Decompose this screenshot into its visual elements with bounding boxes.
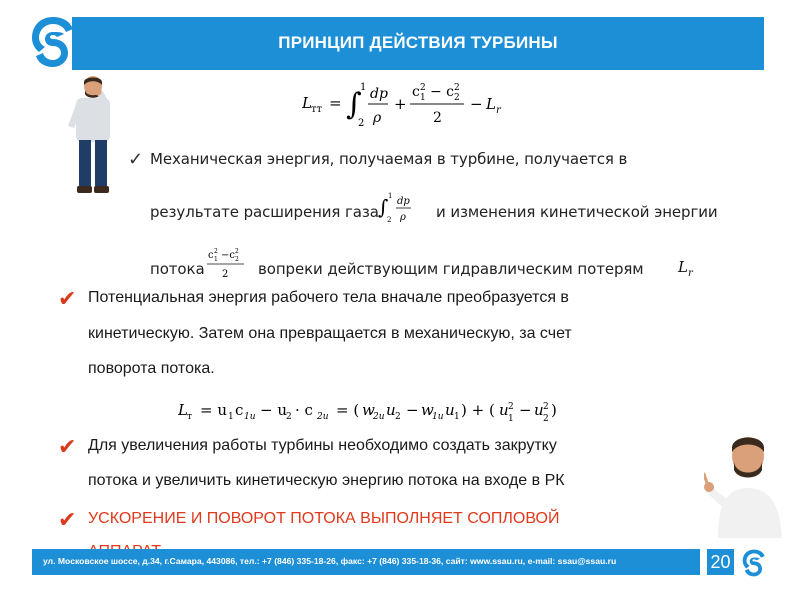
svg-text:− u: − u (260, 401, 287, 419)
bullet-2-line-3: поворота потока. (88, 360, 215, 377)
svg-text:u: u (386, 401, 396, 419)
svg-text:= (: = ( (336, 401, 360, 419)
bullet-4-line-1: УСКОРЕНИЕ И ПОВОРОТ ПОТОКА ВЫПОЛНЯЕТ СОПЛОВОЙ (88, 510, 560, 527)
svg-text:2: 2 (420, 83, 426, 93)
footer-bar (32, 549, 700, 575)
turbine-work-formula (302, 74, 542, 138)
svg-text:L: L (302, 94, 312, 112)
svg-text:= u: = u (200, 401, 227, 419)
check-mark-icon: ✔ (58, 434, 77, 459)
thinking-man-pointing-image (704, 430, 786, 538)
footer-address: ул. Московское шоссе, д.34, г.Самара, 443086, тел.: +7 (846) 335-18-26, факс: +7 (846) 335-18-36, сайт: www.ssau.ru, e-mail: ssau@ssau.ru (43, 556, 617, 566)
svg-text:− c: − c (430, 84, 455, 100)
svg-text:1u: 1u (432, 412, 444, 422)
svg-text:dp: dp (397, 196, 410, 207)
svg-text:c: c (235, 401, 244, 419)
svg-text:2: 2 (454, 83, 460, 93)
svg-text:2: 2 (358, 118, 365, 129)
svg-text:dp: dp (370, 86, 388, 102)
svg-text:1: 1 (360, 82, 367, 93)
svg-text:1: 1 (508, 414, 514, 424)
page-title: ПРИНЦИП ДЕЙСТВИЯ ТУРБИНЫ (278, 33, 558, 52)
svg-text:2: 2 (508, 402, 514, 412)
check-mark-icon: ✔ (58, 507, 77, 532)
svg-text:∫: ∫ (378, 195, 389, 219)
svg-text:L: L (178, 401, 188, 419)
svg-text:c: c (412, 84, 420, 100)
svg-text:) + (: ) + ( (461, 401, 495, 419)
svg-text:−: − (406, 401, 419, 419)
svg-text:1: 1 (454, 412, 460, 422)
svg-text:2: 2 (543, 402, 549, 412)
svg-text:2: 2 (286, 412, 292, 422)
svg-text:−c: −c (221, 250, 235, 261)
svg-text:2: 2 (235, 248, 239, 255)
check-mark-icon: ✓ (128, 149, 144, 169)
svg-text:): ) (551, 401, 557, 419)
svg-text:−: − (470, 95, 483, 113)
inline-kinetic-formula (206, 244, 254, 287)
svg-text:1: 1 (214, 256, 218, 263)
university-logo-icon (740, 548, 768, 578)
svg-text:2: 2 (433, 110, 442, 126)
bullet-2-line-1: Потенциальная энергия рабочего тела вначале преобразуется в (88, 289, 569, 306)
svg-text:2: 2 (387, 216, 392, 224)
losses-symbol: $L_r$ (678, 258, 693, 279)
svg-text:u: u (445, 401, 455, 419)
thinking-man-image (64, 74, 122, 196)
svg-text:т: т (187, 412, 192, 422)
inline-integral-formula (378, 188, 428, 231)
university-logo-icon (28, 14, 78, 70)
svg-text:2: 2 (454, 93, 460, 103)
bullet-2-line-2: кинетическую. Затем она превращается в механическую, за счет (88, 325, 572, 342)
bullet-1-line-2a: результате расширения газа (150, 203, 379, 221)
svg-text:2: 2 (543, 414, 549, 424)
svg-text:1u: 1u (244, 412, 256, 422)
svg-text:w: w (421, 401, 434, 419)
svg-text:2: 2 (395, 412, 401, 422)
bullet-1-line-3a: потока (150, 260, 205, 278)
svg-text:ρ: ρ (400, 212, 406, 223)
svg-text:1: 1 (388, 192, 393, 200)
svg-text:· c: · c (295, 401, 313, 419)
euler-equation-formula (178, 397, 648, 431)
svg-text:2u: 2u (373, 412, 385, 422)
svg-text:c: c (208, 250, 214, 261)
check-mark-icon: ✔ (58, 286, 77, 311)
svg-text:ρ: ρ (373, 110, 382, 126)
svg-text:+: + (394, 95, 407, 113)
svg-text:1: 1 (420, 93, 426, 103)
svg-text:2: 2 (222, 269, 229, 280)
bullet-3-line-1: Для увеличения работы турбины необходимо создать закрутку (88, 437, 557, 454)
svg-text:2: 2 (235, 256, 239, 263)
svg-text:−: − (519, 401, 532, 419)
bullet-1-line-2b: и изменения кинетической энергии (436, 203, 718, 221)
svg-text:1: 1 (228, 412, 234, 422)
page-number: 20 (707, 549, 734, 575)
svg-text:тт: тт (311, 104, 323, 115)
svg-text:=: = (329, 94, 342, 112)
svg-text:w: w (362, 401, 375, 419)
svg-text:r: r (496, 105, 501, 116)
bullet-1-line-1: Механическая энергия, получаемая в турбине, получается в (150, 150, 628, 168)
svg-text:u: u (534, 401, 544, 419)
svg-text:2: 2 (214, 248, 218, 255)
svg-text:∫: ∫ (346, 87, 362, 122)
svg-text:u: u (499, 401, 509, 419)
bullet-3-line-2: потока и увеличить кинетическую энергию потока на входе в РК (88, 472, 565, 489)
svg-text:2u: 2u (317, 412, 329, 422)
header-bar (72, 17, 764, 70)
bullet-1-line-3b: вопреки действующим гидравлическим потерям (258, 260, 644, 278)
svg-text:L: L (486, 95, 496, 113)
